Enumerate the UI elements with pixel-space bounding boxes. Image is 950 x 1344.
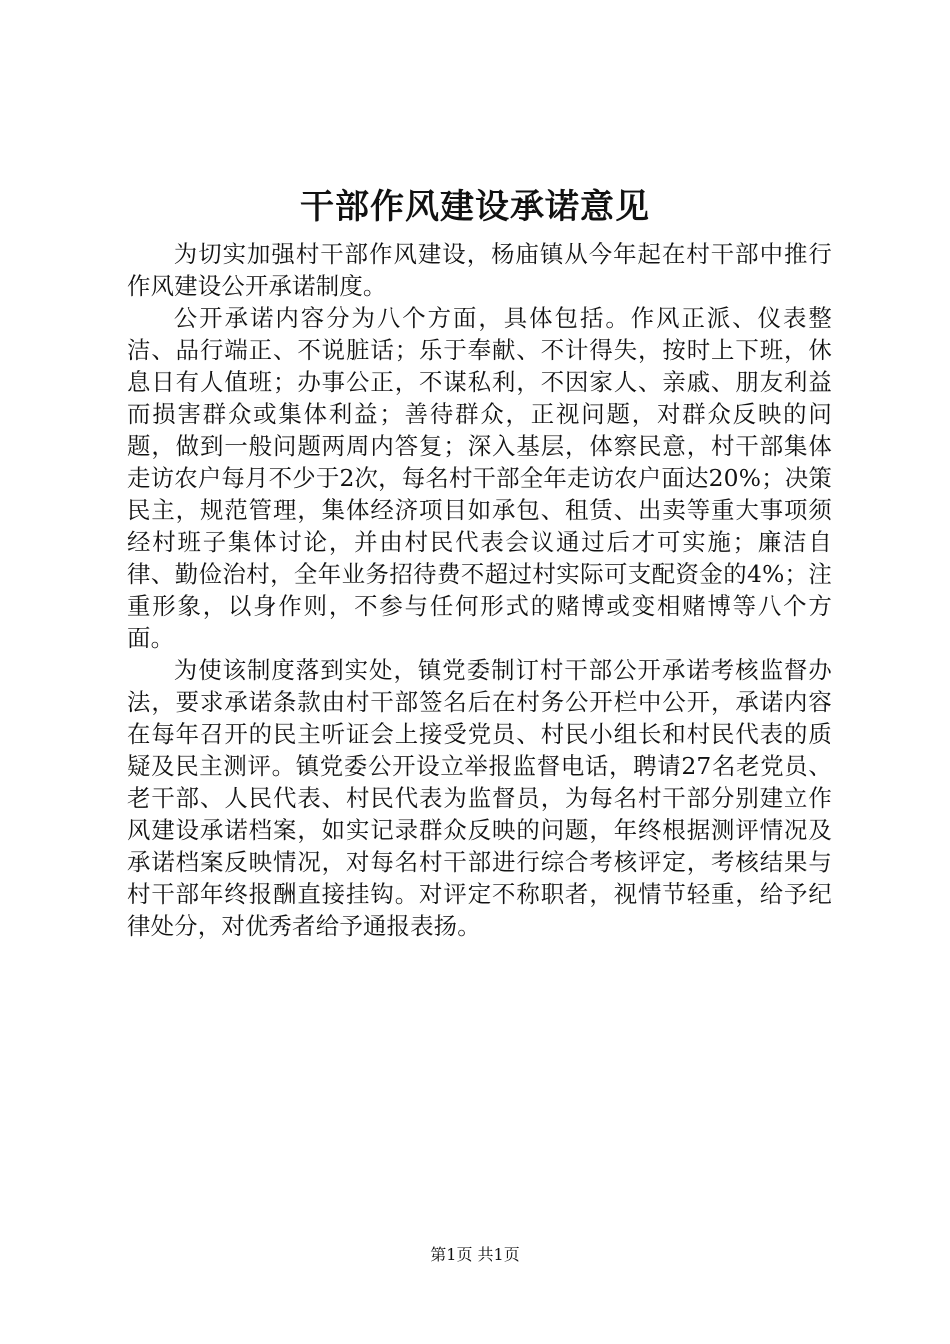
paragraph-intro: 为切实加强村干部作风建设，杨庙镇从今年起在村干部中推行作风建设公开承诺制度。 (127, 240, 832, 300)
document-body (127, 238, 832, 942)
paragraph-commitments: 公开承诺内容分为八个方面，具体包括。作风正派、仪表整洁、品行端正、不说脏话；乐于奉献、不计得失，按时上下班，休息日有人值班；办事公正，不谋私利，不因家人、亲戚、朋友利益而损害群众或集体利益；善待群众，正视问题，对群众反映的问题，做到一般问题两周内答复；深入基层，体察民意，村干部集体走访农户每月不少于2次，每名村干部全年走访农户面达20%；决策民主，规范管理，集体经济项目如承包、租赁、出卖等重大事项须经村班子集体讨论，并由村民代表会议通过后才可实施；廉洁自律、勤俭治村，全年业务招待费不超过村实际可支配资金的4%；注重形象，以身作则，不参与任何形式的赌博或变相赌博等八个方面。 (127, 304, 832, 652)
page-footer: 第1页 共1页 (430, 1245, 520, 1264)
paragraph-supervision: 为使该制度落到实处，镇党委制订村干部公开承诺考核监督办法，要求承诺条款由村干部签名后在村务公开栏中公开，承诺内容在每年召开的民主听证会上接受党员、村民小组长和村民代表的质疑及民主测评。镇党委公开设立举报监督电话，聘请27名老党员、老干部、人民代表、村民代表为监督员，为每名村干部分别建立作风建设承诺档案，如实记录群众反映的问题，年终根据测评情况及承诺档案反映情况，对每名村干部进行综合考核评定，考核结果与村干部年终报酬直接挂钩。对评定不称职者，视情节轻重，给予纪律处分，对优秀者给予通报表扬。 (127, 656, 832, 940)
document-title: 干部作风建设承诺意见 (300, 187, 650, 227)
